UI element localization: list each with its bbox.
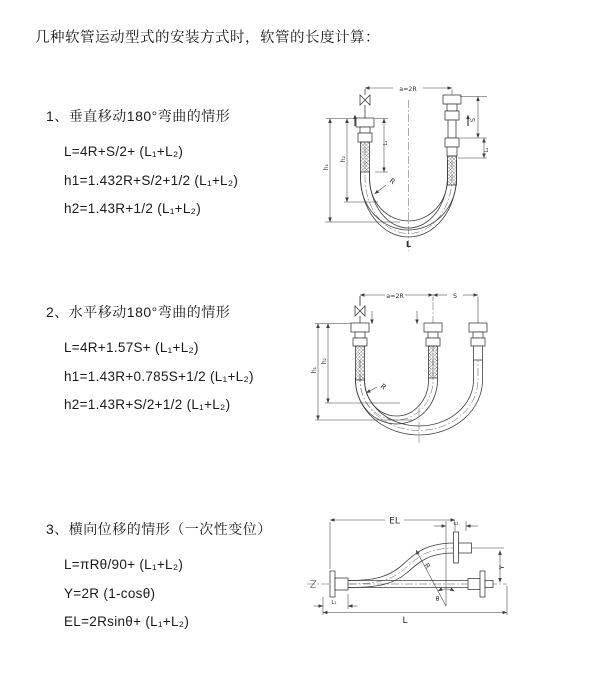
section-2-horizontal-movement bbox=[46, 302, 319, 426]
diagram-vertical-180-bend bbox=[300, 75, 525, 260]
dim-label-h2: h₂ bbox=[321, 357, 329, 365]
angle-construction bbox=[416, 521, 455, 606]
left-fitting bbox=[351, 323, 369, 380]
right-fitting bbox=[469, 323, 487, 360]
page-title: 几种软管运动型式的安装方式时，软管的长度计算： bbox=[35, 30, 380, 46]
section-1-heading: 1、垂直移动180°弯曲的情形 bbox=[46, 108, 231, 124]
dim-label-r: R bbox=[378, 382, 388, 392]
section-1-vertical-movement bbox=[46, 106, 316, 230]
valve-icon bbox=[360, 89, 370, 118]
dim-label-s: S bbox=[470, 118, 478, 122]
dim-label-a2r: a=2R bbox=[399, 85, 417, 93]
section-3-lateral-displacement bbox=[46, 519, 316, 643]
dimension-lines bbox=[325, 85, 487, 222]
middle-fitting bbox=[424, 323, 442, 378]
dim-label-a2r: a=2R bbox=[386, 292, 404, 300]
dim-label-r: R bbox=[387, 176, 397, 187]
formula-line: h1=1.43R+0.785S+1/2 (L₁+L₂) bbox=[64, 368, 254, 384]
dim-label-l1: L₁ bbox=[382, 140, 389, 146]
formula-line: L=4R+S/2+ (L₁+L₂) bbox=[64, 144, 184, 159]
dim-label-h1: h₁ bbox=[323, 163, 331, 171]
dim-label-r: R bbox=[422, 561, 432, 571]
formula-line: L=4R+1.57S+ (L₁+L₂) bbox=[64, 340, 199, 355]
left-fitting bbox=[356, 118, 374, 172]
upper-right-fitting bbox=[454, 532, 472, 563]
diagram-horizontal-180-bend bbox=[300, 280, 540, 455]
right-fitting bbox=[443, 95, 461, 185]
dim-label-h2: h₂ bbox=[340, 155, 348, 163]
dim-label-l2: L₂ bbox=[453, 520, 459, 527]
section-2-heading: 2、水平移动180°弯曲的情形 bbox=[46, 304, 231, 320]
dim-label-l: L bbox=[405, 240, 412, 249]
dim-label-s: S bbox=[453, 292, 457, 300]
formula-line: h1=1.432R+S/2+1/2 (L₁+L₂) bbox=[64, 172, 239, 188]
dimension-lines bbox=[315, 292, 478, 420]
dim-label-el: EL bbox=[389, 516, 400, 527]
dimension-lines bbox=[314, 520, 508, 615]
dim-label-y: Y bbox=[497, 565, 506, 570]
section-3-heading: 3、横向位移的情形（一次性变位） bbox=[46, 521, 272, 537]
formula-line: Y=2R (1-cosθ) bbox=[64, 585, 156, 601]
formula-line: L=πRθ/90+ (L₁+L₂) bbox=[64, 557, 184, 572]
formula-line: h2=1.43R+1/2 (L₁+L₂) bbox=[64, 201, 202, 216]
dim-label-h1: h₁ bbox=[311, 366, 319, 374]
formula-line: h2=1.43R+S/2+1/2 (L₁+L₂) bbox=[64, 397, 231, 412]
formula-line: EL=2Rsinθ+ (L₁+L₂) bbox=[64, 614, 190, 629]
diagram-lateral-displacement bbox=[300, 505, 590, 655]
right-fitting bbox=[468, 571, 493, 597]
dim-label-l1: L₁ bbox=[331, 600, 337, 606]
left-fitting bbox=[330, 571, 348, 597]
dim-label-l2: L₂ bbox=[484, 147, 491, 153]
dim-label-l: L bbox=[402, 616, 408, 626]
dim-label-theta: θ bbox=[435, 596, 440, 603]
